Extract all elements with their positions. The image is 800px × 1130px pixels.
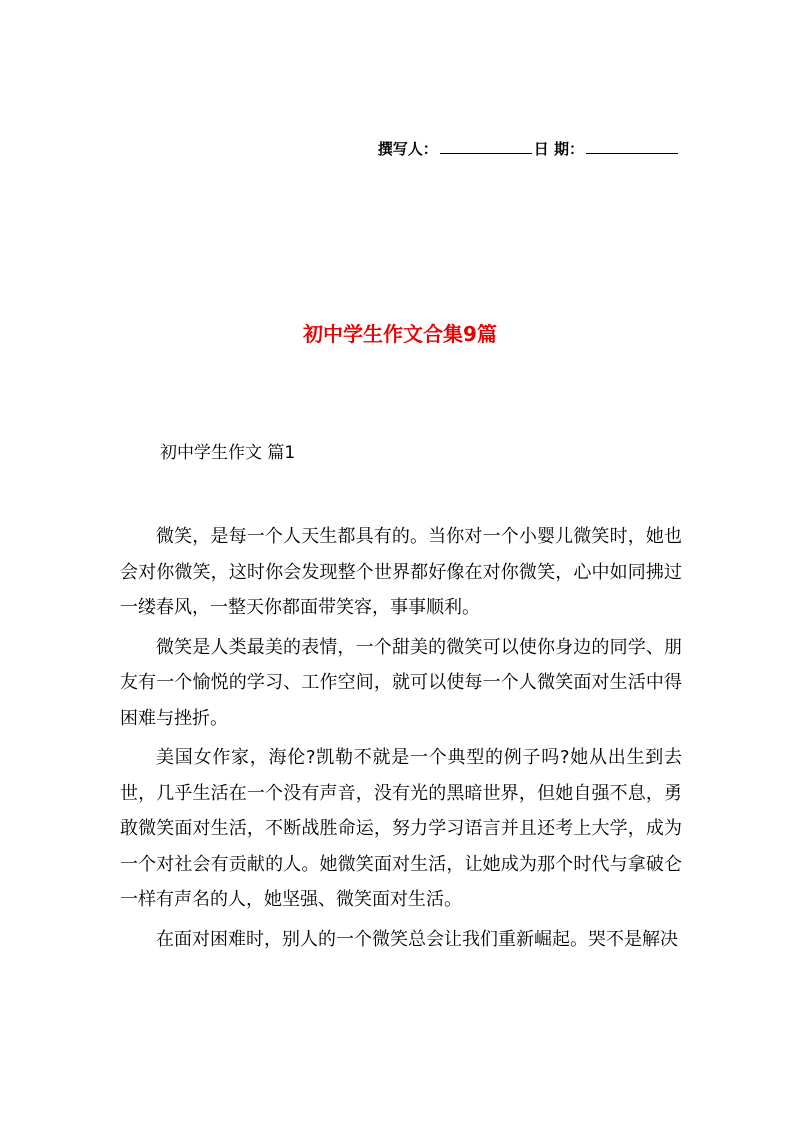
paragraph-3: 美国女作家，海伦?凯勒不就是一个典型的例子吗?她从出生到去世，几乎生活在一个没有声音，没有光的黑暗世界，但她自强不息，勇敢微笑面对生活，不断战胜命运，努力学习语言并且还考上大学，成为一个对社会有贡献的人。她微笑面对生活，让她成为那个时代与拿破仑一样有声名的人，她坚强、微笑面对生活。 xyxy=(120,747,682,910)
author-date-line xyxy=(378,138,680,159)
body-text xyxy=(120,519,682,961)
date-blank xyxy=(586,152,678,154)
paragraph-1: 微笑，是每一个人天生都具有的。当你对一个小婴儿微笑时，她也会对你微笑，这时你会发现整个世界都好像在对你微笑，心中如同拂过一缕春风，一整天你都面带笑容，事事顺利。 xyxy=(120,526,682,618)
author-blank xyxy=(440,152,532,154)
paragraph-4: 在面对困难时，别人的一个微笑总会让我们重新崛起。哭不是解决 xyxy=(156,928,678,950)
document-title: 初中学生作文合集9篇 xyxy=(303,322,497,346)
date-label: 日 期： xyxy=(533,140,584,158)
section-heading: 初中学生作文 篇1 xyxy=(160,443,296,463)
paragraph-2: 微笑是人类最美的表情，一个甜美的微笑可以使你身边的同学、朋友有一个愉悦的学习、工作空间，就可以使每一个人微笑面对生活中得困难与挫折。 xyxy=(120,636,682,729)
author-label: 撰写人： xyxy=(377,140,438,158)
